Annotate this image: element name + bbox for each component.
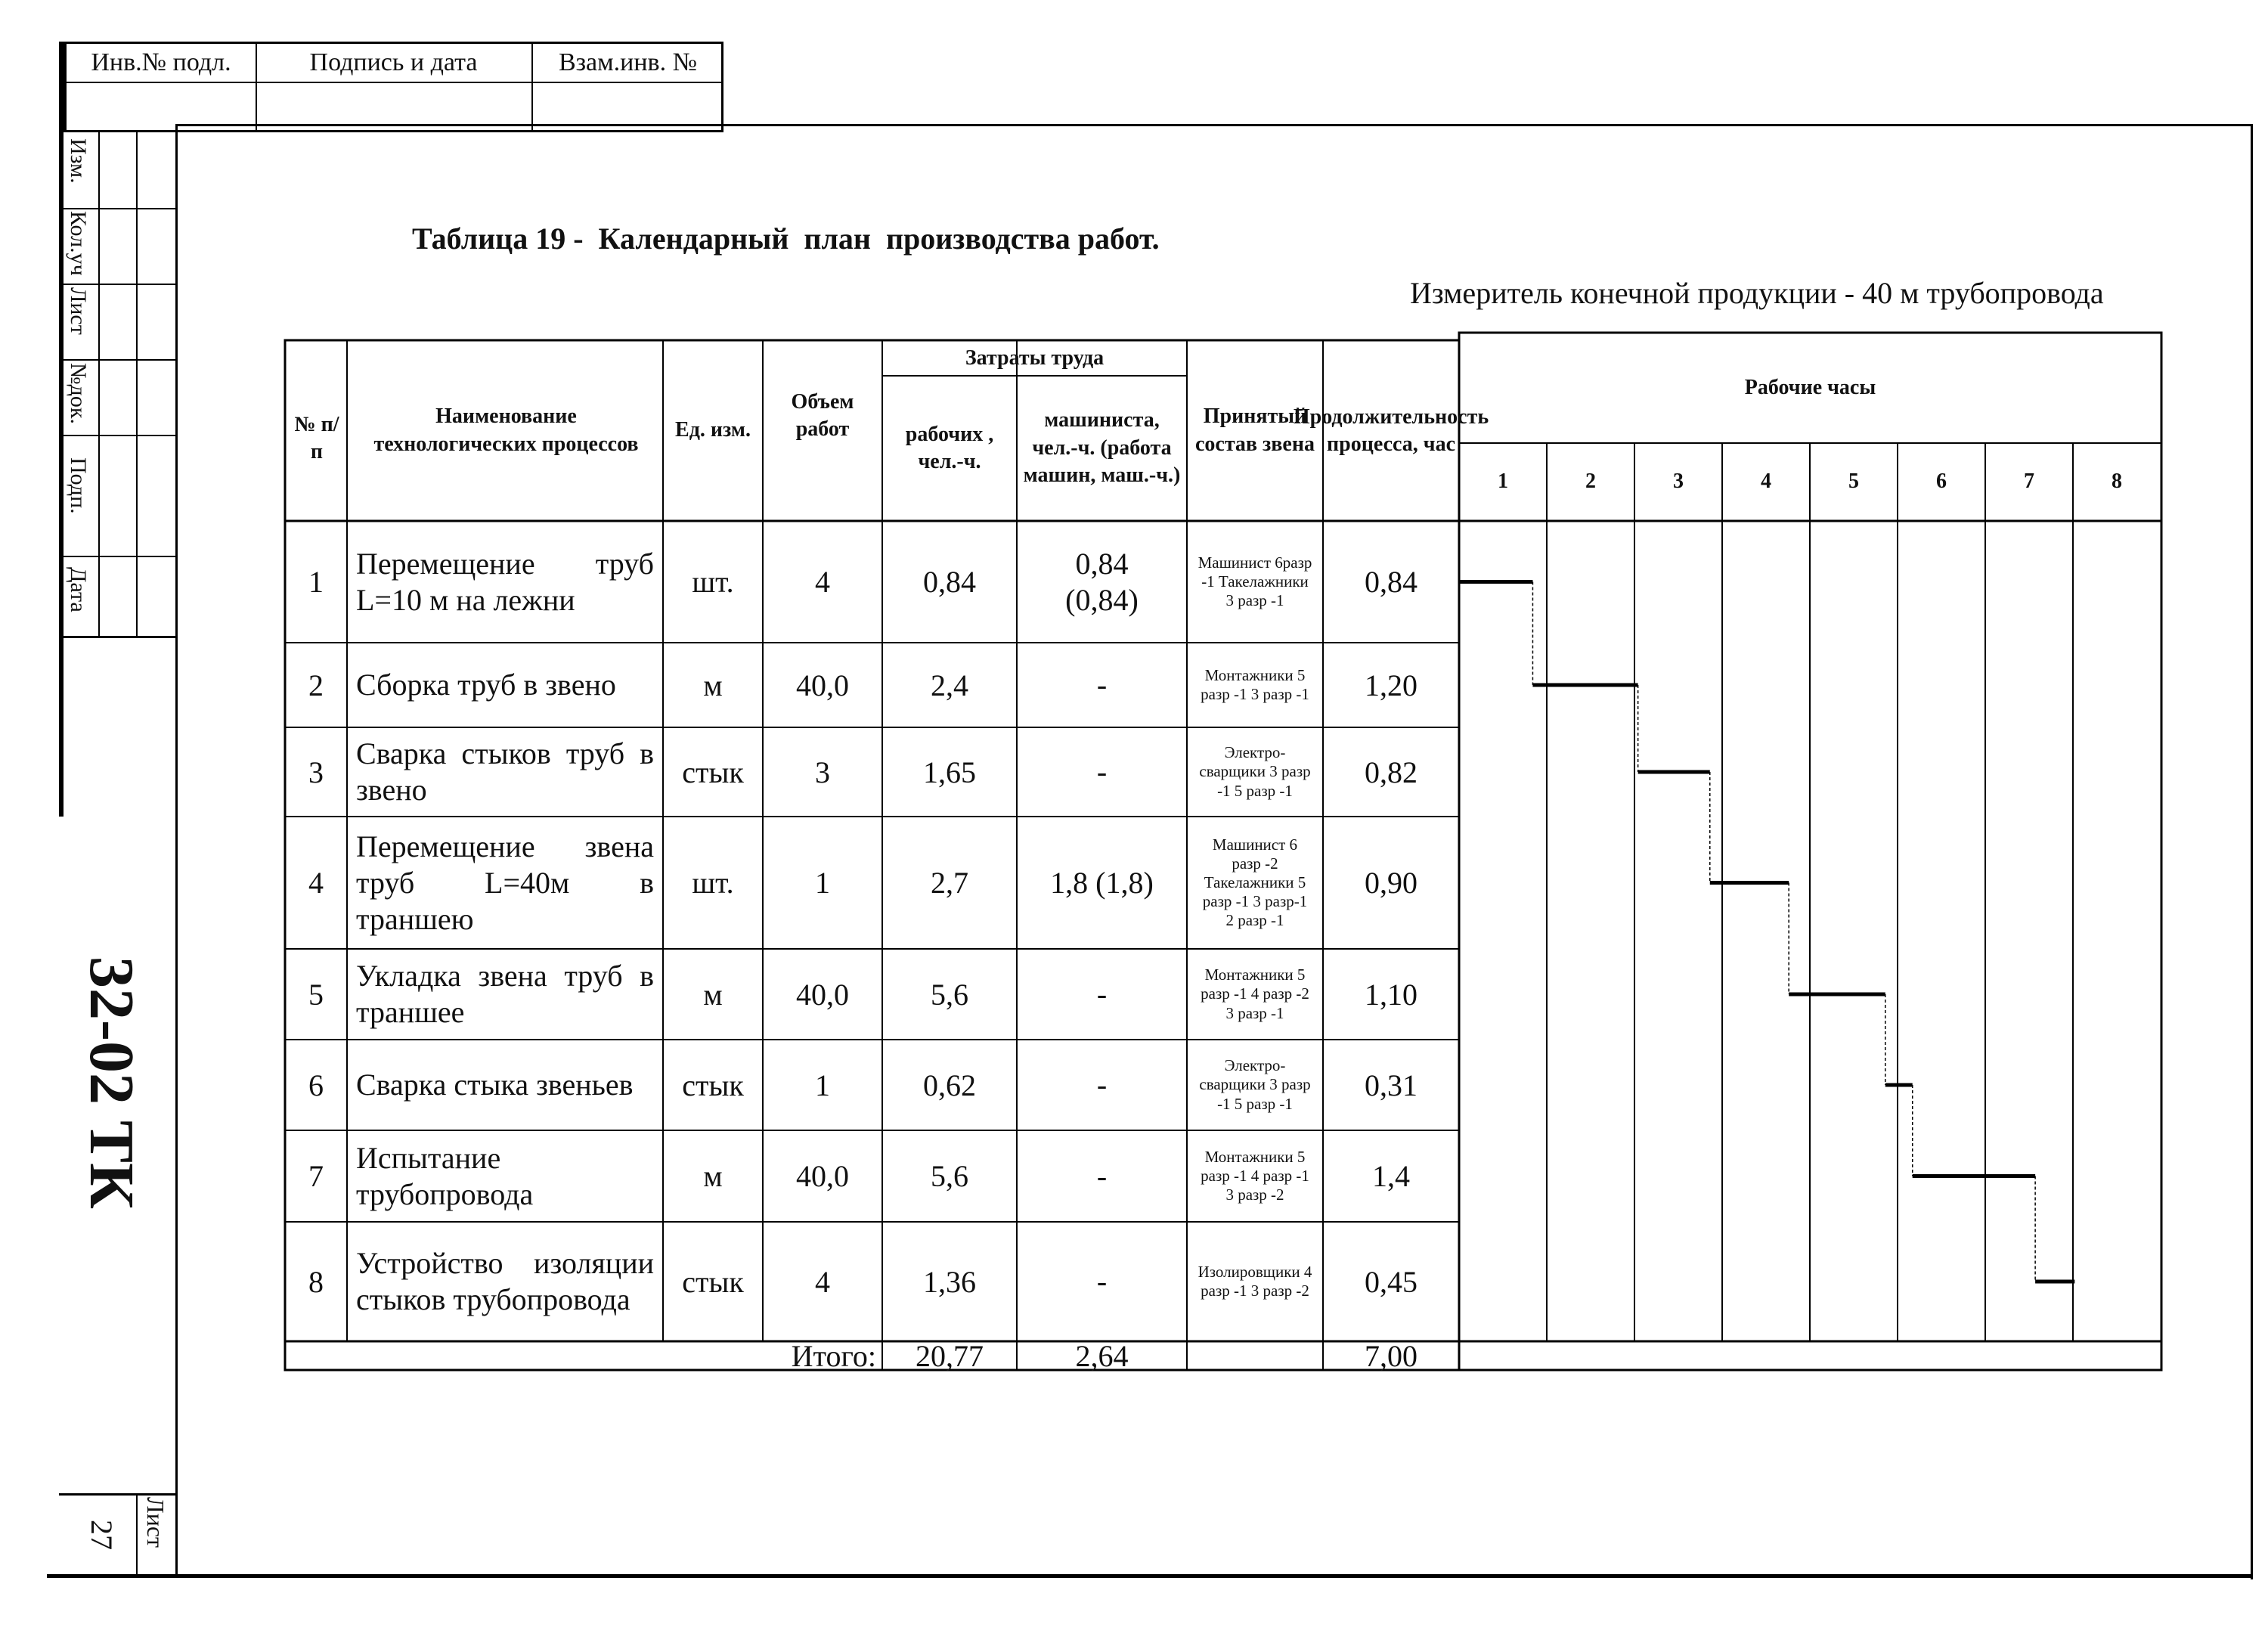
row-duration: 1,4 — [1372, 1159, 1410, 1193]
row-num: 1 — [308, 565, 324, 599]
row-machine: - — [1096, 668, 1108, 702]
row-machine: - — [1096, 755, 1108, 789]
row-volume: 40,0 — [796, 1159, 849, 1193]
row-process-name — [347, 1130, 663, 1222]
side-list: Лист — [66, 287, 91, 335]
process-name-text: Сварка стыков труб в звено — [356, 736, 654, 807]
row-workers: 0,62 — [923, 1068, 976, 1102]
row-num: 8 — [308, 1264, 324, 1299]
row-machine: 1,8 (1,8) — [1050, 865, 1154, 900]
row-duration: 0,45 — [1365, 1264, 1418, 1299]
hour-number-2: 2 — [1585, 470, 1596, 494]
row-process-name — [347, 817, 663, 949]
row-unit: шт. — [692, 565, 734, 599]
row-machine: - — [1096, 1158, 1108, 1193]
row-volume: 40,0 — [796, 977, 849, 1012]
row-machine: - — [1096, 977, 1108, 1011]
row-volume: 4 — [815, 1264, 830, 1299]
row-num: 5 — [308, 977, 324, 1012]
schedule-table — [285, 333, 2164, 1380]
row-num: 3 — [308, 755, 324, 789]
row-workers: 5,6 — [931, 1159, 968, 1193]
row-workers: 1,36 — [923, 1264, 976, 1299]
row-process-name — [347, 1222, 663, 1341]
row-crew: Изолировщики 4 разр -1 3 разр -2 — [1198, 1262, 1312, 1300]
stamp-podpis-data: Подпись и дата — [309, 48, 478, 76]
gantt-chart — [1459, 582, 2074, 1282]
row-duration: 0,82 — [1365, 755, 1418, 789]
process-name-text: Перемещение труб L=10 м на лежни — [356, 546, 654, 617]
row-volume: 3 — [815, 755, 830, 789]
page-subtitle: Измеритель конечной продукции - 40 м трубопровода — [1410, 276, 2104, 310]
stamp-top — [62, 42, 723, 132]
row-workers: 1,65 — [923, 755, 976, 789]
side-podp: Подп. — [66, 457, 91, 514]
totals-duration: 7,00 — [1365, 1338, 1418, 1373]
row-machine: - — [1096, 1264, 1108, 1298]
header-crew: Принятый состав звена — [1194, 405, 1315, 456]
row-unit: м — [703, 1159, 723, 1193]
process-name-text: Испытание трубопровода — [356, 1140, 534, 1211]
row-crew: Монтажники 5 разр -1 3 разр -1 — [1201, 665, 1309, 703]
row-duration: 0,90 — [1365, 866, 1418, 900]
row-duration: 0,31 — [1365, 1068, 1418, 1102]
header-workers: рабочих , чел.-ч. — [905, 422, 994, 473]
row-workers: 5,6 — [931, 977, 968, 1012]
row-crew: Монтажники 5 разр -1 4 разр -1 3 разр -2 — [1201, 1147, 1309, 1204]
side-stamp — [59, 132, 177, 1576]
row-volume: 1 — [815, 866, 830, 900]
frame-right — [2251, 124, 2253, 1579]
row-volume: 40,0 — [796, 668, 849, 702]
row-crew: Машинист 6разр -1 Такелажники 3 разр -1 — [1198, 553, 1312, 610]
process-name-text: Устройство изоляции стыков трубопровода — [356, 1246, 654, 1316]
row-num: 6 — [308, 1068, 324, 1102]
side-kol-uch: Кол.уч — [66, 211, 91, 276]
row-process-name — [347, 521, 663, 643]
hour-number-7: 7 — [2024, 470, 2034, 494]
header-machinist: машиниста, чел.-ч. (работа машин, маш.-ч.) — [1023, 408, 1181, 488]
row-unit: стык — [682, 1264, 744, 1299]
row-process-name — [347, 1040, 663, 1130]
process-name-text: Укладка звена труб в траншее — [356, 959, 654, 1029]
hour-number-6: 6 — [1936, 470, 1947, 494]
hour-number-8: 8 — [2112, 470, 2122, 494]
row-duration: 1,20 — [1365, 668, 1418, 702]
row-volume: 4 — [815, 565, 830, 599]
row-process-name — [347, 949, 663, 1040]
row-duration: 0,84 — [1365, 565, 1418, 599]
row-workers: 0,84 — [923, 565, 976, 599]
sheet-label: Лист — [142, 1497, 169, 1548]
row-duration: 1,10 — [1365, 977, 1418, 1012]
totals-workers: 20,77 — [916, 1338, 984, 1373]
row-unit: стык — [682, 1068, 744, 1102]
side-izm: Изм. — [66, 138, 91, 184]
hour-number-4: 4 — [1761, 470, 1771, 494]
row-volume: 1 — [815, 1068, 830, 1102]
row-unit: м — [703, 977, 723, 1012]
stamp-vzam-inv: Взам.инв. № — [558, 48, 698, 76]
row-workers: 2,7 — [931, 866, 968, 900]
page-title: Таблица 19 - Календарный план производства работ. — [412, 222, 1160, 256]
row-unit: шт. — [692, 866, 734, 900]
header-num: № п/п — [294, 412, 339, 463]
header-duration: Продолжительность процесса, час — [1293, 405, 1489, 456]
frame-top — [175, 124, 2253, 126]
row-num: 4 — [308, 866, 324, 900]
row-unit: м — [703, 668, 723, 702]
hour-number-3: 3 — [1673, 470, 1684, 494]
row-crew: Электро- сварщики 3 разр -1 5 разр -1 — [1199, 1056, 1311, 1113]
row-unit: стык — [682, 755, 744, 789]
process-name-text: Перемещение звена труб L=40м в траншею — [356, 829, 654, 936]
row-machine: - — [1096, 1068, 1108, 1102]
header-name: Наименование технологических процессов — [373, 405, 639, 456]
sheet-number: 27 — [85, 1520, 119, 1550]
row-crew: Машинист 6 разр -2 Такелажники 5 разр -1 3 разр-1 2 разр -1 — [1202, 835, 1308, 930]
stamp-inv-podl: Инв.№ подл. — [91, 48, 231, 76]
row-crew: Монтажники 5 разр -1 4 разр -2 3 разр -1 — [1201, 966, 1309, 1022]
totals-machine: 2,64 — [1075, 1338, 1129, 1373]
side-data: Дата — [66, 567, 91, 612]
totals-label: Итого: — [791, 1338, 876, 1373]
side-n-dok: №док. — [66, 363, 91, 424]
hour-number-5: 5 — [1848, 470, 1859, 494]
row-crew: Электро- сварщики 3 разр -1 5 разр -1 — [1199, 743, 1311, 800]
row-process-name — [347, 727, 663, 817]
process-name-text: Сварка стыка звеньев — [356, 1068, 634, 1102]
row-process-name — [347, 643, 663, 727]
header-hours: Рабочие часы — [1744, 375, 1876, 399]
header-labor: Затраты труда — [965, 346, 1105, 370]
header-volume: Объем работ — [791, 389, 854, 441]
doc-code: 32-02 ТК — [76, 956, 147, 1209]
row-workers: 2,4 — [931, 668, 968, 702]
frame-bottom — [47, 1574, 2253, 1578]
row-num: 2 — [308, 668, 324, 702]
hour-number-1: 1 — [1498, 470, 1508, 494]
row-num: 7 — [308, 1159, 324, 1193]
header-unit: Ед. изм. — [675, 418, 751, 442]
row-machine: 0,84 (0,84) — [1065, 546, 1139, 617]
process-name-text: Сборка труб в звено — [356, 668, 616, 702]
